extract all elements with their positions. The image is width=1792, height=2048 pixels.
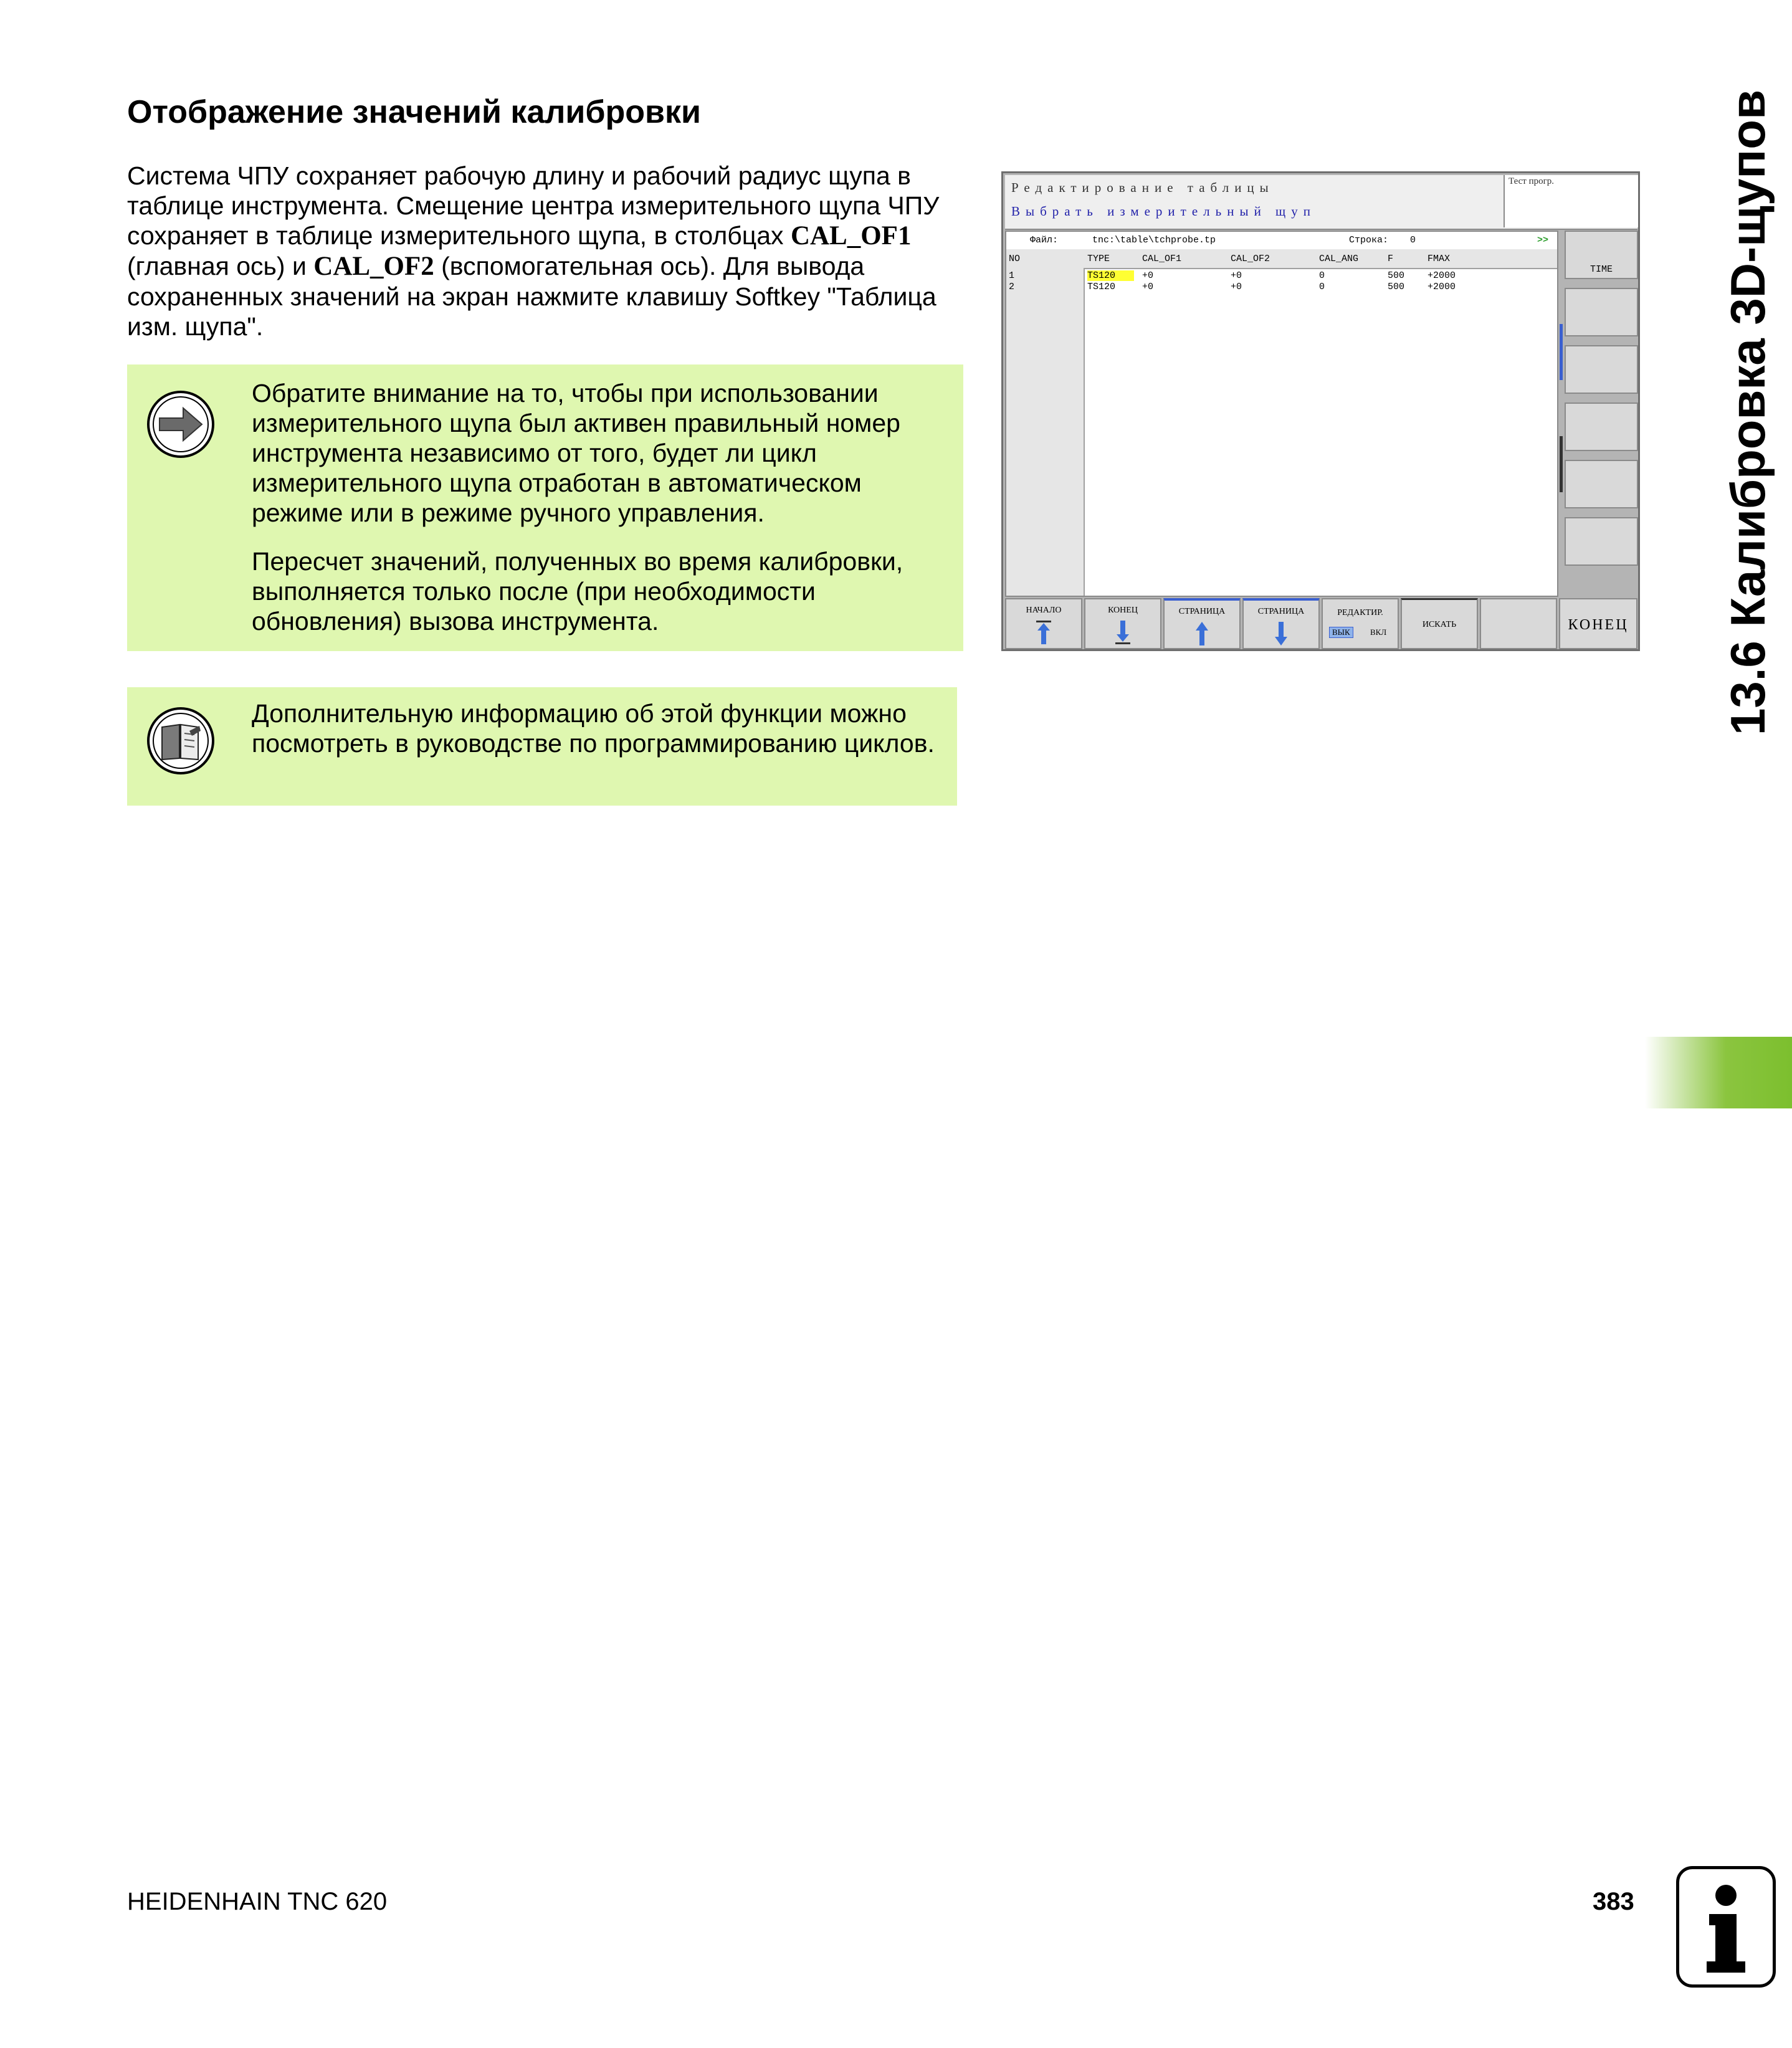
edit-off-option: ВЫК [1329,627,1353,638]
edit-on-option: ВКЛ [1370,627,1387,637]
column-header-no: NO [1009,254,1021,264]
table-row[interactable] [1006,282,1557,293]
column-header-cal-of2: CAL_OF2 [1231,254,1270,264]
softkey-bar [1005,598,1637,649]
softkey-exit-label: КОНЕЦ [1568,617,1629,633]
cnc-screen [1001,171,1640,651]
intro-text-3: (вспомогательная ось). Для вывода сохраненных значений на экран нажмите клавишу Softkey "Таблица изм. щупа". [127,252,937,341]
softkey-side-empty[interactable] [1565,288,1638,336]
cell-cal-ang: 0 [1319,282,1325,292]
screen-header [1005,175,1637,230]
softkey-end-label: КОНЕЦ [1108,606,1138,615]
softkey-begin[interactable] [1005,598,1082,649]
arrow-up-bar-icon [1034,619,1053,645]
arrow-right-icon [146,389,216,459]
note-box-info [127,687,957,806]
softkey-end[interactable] [1084,598,1161,649]
probe-table [1005,231,1558,597]
code-cal-of1: CAL_OF1 [790,221,912,250]
table-row[interactable] [1006,270,1557,282]
table-header [1006,249,1557,269]
column-header-fmax: FMAX [1427,254,1451,264]
info-icon [1676,1866,1776,1988]
cell-cal-of1: +0 [1142,270,1154,281]
file-path: tnc:\table\tchprobe.tp [1092,235,1216,245]
softkey-time-label: TIME [1589,264,1613,275]
code-cal-of2: CAL_OF2 [313,252,434,281]
side-scroll-marker [1560,324,1563,380]
softkey-side-empty[interactable] [1565,345,1638,394]
softkey-side-empty[interactable] [1565,460,1638,508]
cell-f: 500 [1388,282,1405,292]
intro-text-2: (главная ось) и [127,252,314,280]
cell-type-selected[interactable]: TS120 [1087,270,1134,281]
softkey-page-down-label: СТРАНИЦА [1257,607,1305,616]
row-number-column [1006,268,1085,596]
softkey-time[interactable] [1565,231,1638,279]
more-columns-marker: >> [1537,235,1549,245]
chapter-title: 13.6 Калибровка 3D-щупов [1720,89,1775,735]
arrow-up-icon [1193,621,1211,647]
softkey-side-empty[interactable] [1565,402,1638,451]
softkey-side-empty[interactable] [1565,517,1638,566]
screen-mode-title: Редактирование таблицы [1011,180,1274,195]
column-header-type: TYPE [1087,254,1110,264]
cell-cal-ang: 0 [1319,270,1325,281]
cell-type: TS120 [1087,282,1116,292]
arrow-down-bar-icon [1113,619,1132,645]
arrow-down-icon [1272,621,1290,647]
vertical-softkey-bar [1560,231,1638,597]
intro-paragraph [127,161,962,341]
page-number: 383 [1593,1888,1634,1915]
cell-cal-of1: +0 [1142,282,1154,292]
row-label: Строка: [1349,235,1389,245]
screen-test-label: Тест прогр. [1508,176,1555,186]
softkey-empty[interactable] [1480,598,1557,649]
note-box-attention [127,364,963,651]
manual-book-icon [146,706,216,776]
info-glyph-icon [1679,1869,1773,1984]
softkey-edit-label: РЕДАКТИР. [1337,608,1383,617]
cell-fmax: +2000 [1427,270,1456,281]
side-marker [1560,436,1563,492]
cell-no: 2 [1009,282,1015,292]
column-header-cal-ang: CAL_ANG [1319,254,1359,264]
section-heading: Отображение значений калибровки [127,94,701,130]
softkey-page-up[interactable] [1163,598,1241,649]
cell-cal-of2: +0 [1231,270,1242,281]
footer-product: HEIDENHAIN TNC 620 [127,1888,388,1915]
intro-text-1: Система ЧПУ сохраняет рабочую длину и рабочий радиус щупа в таблице инструмента. Смещение центра измерительного щупа ЧПУ сохраняет в таблице измерительного щупа, в столбцах [127,161,940,250]
column-header-f: F [1388,254,1394,264]
screen-prompt: Выбрать измерительный щуп [1011,204,1316,219]
softkey-edit-toggle[interactable] [1322,598,1399,649]
chapter-tab-marker [1645,1037,1792,1108]
cell-fmax: +2000 [1427,282,1456,292]
file-label: Файл: [1030,235,1059,245]
softkey-begin-label: НАЧАЛО [1026,606,1062,615]
softkey-page-up-label: СТРАНИЦА [1178,607,1226,616]
softkey-search[interactable] [1401,598,1478,649]
row-value: 0 [1410,235,1416,245]
column-header-cal-of1: CAL_OF1 [1142,254,1182,264]
softkey-search-label: ИСКАТЬ [1422,620,1457,629]
cell-f: 500 [1388,270,1405,281]
cell-no: 1 [1009,270,1015,281]
softkey-page-down[interactable] [1242,598,1320,649]
cell-cal-of2: +0 [1231,282,1242,292]
note1-paragraph-2: Пересчет значений, полученных во время калибровки, выполняется только после (при необходимости обновления) вызова инструмента. [252,547,903,636]
softkey-exit[interactable] [1559,598,1637,649]
screen-test-mode [1504,175,1638,227]
note2-text: Дополнительную информацию об этой функции можно посмотреть в руководстве по программированию циклов. [252,699,935,758]
note1-paragraph-1: Обратите внимание на то, чтобы при использовании измерительного щупа был активен правильный номер инструмента независимо от того, будет ли цикл измерительного щупа отработан в автоматическом режиме или в режиме ручного управления. [252,379,900,527]
file-status-bar [1006,232,1557,250]
